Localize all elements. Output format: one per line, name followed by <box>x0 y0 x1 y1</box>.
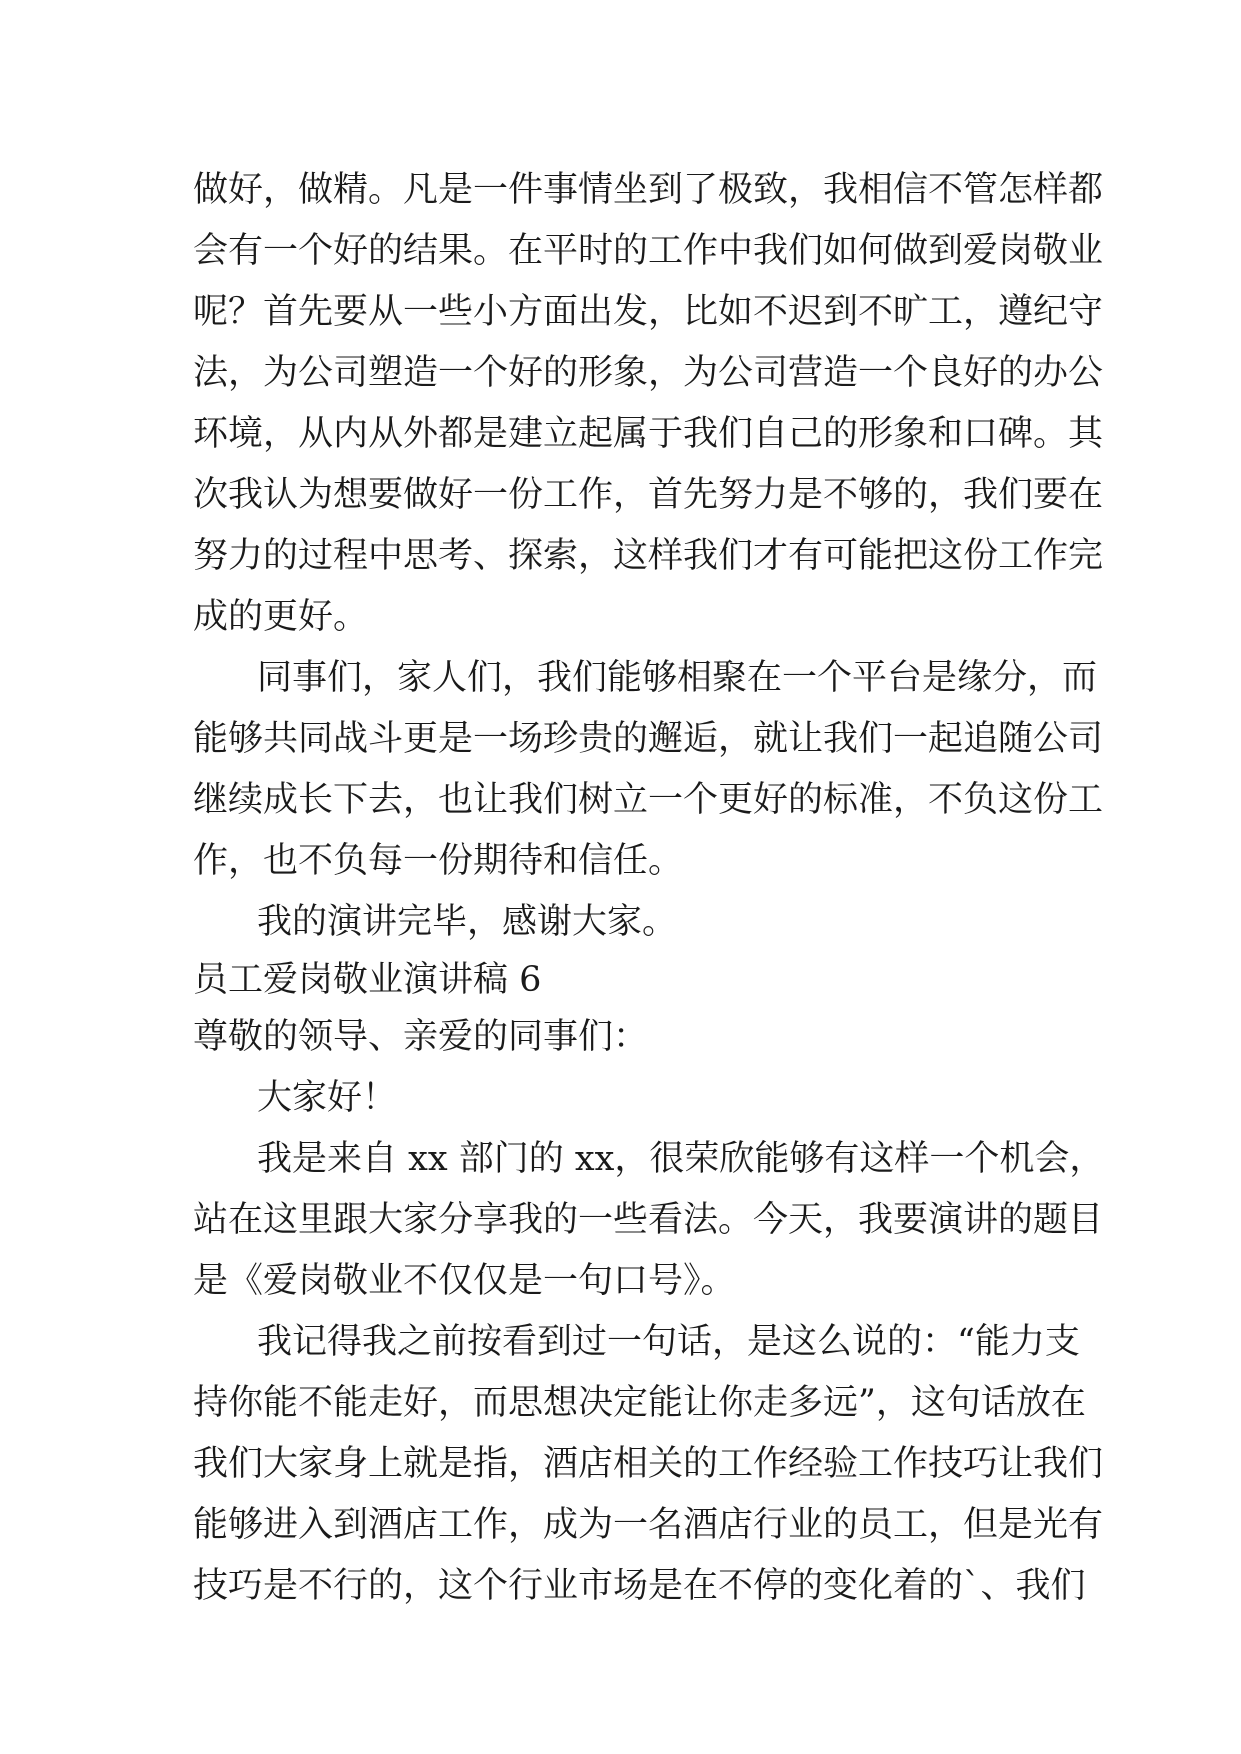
paragraph-line: 努力的过程中思考、探索，这样我们才有可能把这份工作完 <box>193 536 1104 576</box>
paragraph-line: 成的更好。 <box>193 597 369 637</box>
paragraph-line: 作，也不负每一份期待和信任。 <box>193 841 684 881</box>
paragraph-line: 做好，做精。凡是一件事情坐到了极致，我相信不管怎样都 <box>193 170 1104 210</box>
paragraph-line: 我是来自 xx 部门的 xx，很荣欣能够有这样一个机会， <box>257 1139 1105 1179</box>
section-title: 员工爱岗敬业演讲稿 6 <box>193 960 542 1000</box>
salutation-line: 尊敬的领导、亲爱的同事们： <box>193 1017 649 1057</box>
paragraph-line: 技巧是不行的，这个行业市场是在不停的变化着的`、我们 <box>193 1566 1086 1606</box>
paragraph-line: 继续成长下去，也让我们树立一个更好的标准，不负这份工 <box>193 780 1104 820</box>
paragraph-line: 是《爱岗敬业不仅仅是一句口号》。 <box>193 1261 736 1301</box>
closing-line: 我的演讲完毕，感谢大家。 <box>257 902 678 942</box>
paragraph-line: 环境，从内从外都是建立起属于我们自己的形象和口碑。其 <box>193 414 1104 454</box>
paragraph-line: 我记得我之前按看到过一句话，是这么说的：“能力支 <box>257 1322 1080 1362</box>
paragraph-line: 次我认为想要做好一份工作，首先努力是不够的，我们要在 <box>193 475 1104 515</box>
paragraph-line: 同事们，家人们，我们能够相聚在一个平台是缘分，而 <box>257 658 1098 698</box>
paragraph-line: 法，为公司塑造一个好的形象，为公司营造一个良好的办公 <box>193 353 1104 393</box>
paragraph-line: 能够共同战斗更是一场珍贵的邂逅，就让我们一起追随公司 <box>193 719 1104 759</box>
document-body <box>193 160 1105 1617</box>
paragraph-line: 呢？首先要从一些小方面出发，比如不迟到不旷工，遵纪守 <box>193 292 1104 332</box>
paragraph-line: 会有一个好的结果。在平时的工作中我们如何做到爱岗敬业 <box>193 231 1104 271</box>
paragraph-line: 我们大家身上就是指，酒店相关的工作经验工作技巧让我们 <box>193 1444 1104 1484</box>
paragraph-line: 站在这里跟大家分享我的一些看法。今天，我要演讲的题目 <box>193 1200 1104 1240</box>
greeting-line: 大家好！ <box>257 1078 398 1118</box>
paragraph-line: 持你能不能走好，而思想决定能让你走多远”，这句话放在 <box>193 1383 1086 1423</box>
paragraph-line: 能够进入到酒店工作，成为一名酒店行业的员工，但是光有 <box>193 1505 1104 1545</box>
